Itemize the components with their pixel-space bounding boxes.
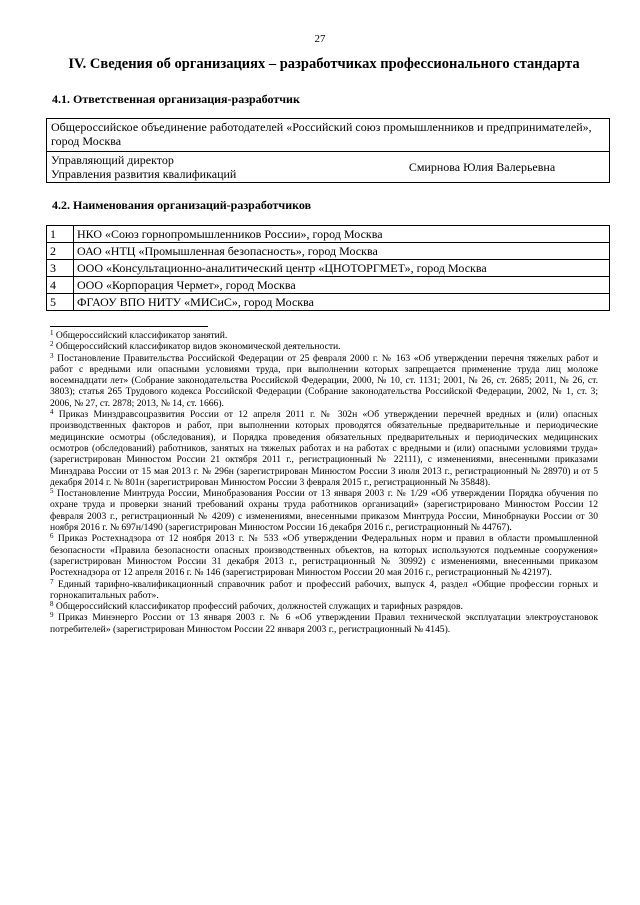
footnote-marker: 8 — [50, 600, 54, 609]
footnote-text: Общероссийский классификатор занятий. — [55, 330, 228, 341]
footnote-text: Постановление Минтруда России, Минобразования России от 13 января 2003 г. № 1/29 «Об утверждении Порядка обучения по охране труда и проверки знаний требований охраны труда работников организаций» (зарегистрировано Минюстом России 12 февраля 2003 г., регистрационный № 4209) с изменениями, внесенными приказом Минтруда России, Минобрнауки России от 30 ноября 2016 г. № 697н/1490 (зарегистрирован Минюстом России 16 декабря 2016 г., регистрационный № 44767). — [50, 488, 599, 534]
footnote-6 — [50, 533, 598, 578]
footnote-text: Общероссийский классификатор видов экономической деятельности. — [55, 341, 341, 353]
developers-table — [46, 225, 610, 311]
developer-name: ООО «Корпорация Чермет», город Москва — [74, 277, 610, 294]
footnote-marker: 5 — [50, 487, 54, 496]
developer-number: 5 — [47, 294, 74, 311]
developer-name: ФГАОУ ВПО НИТУ «МИСиС», город Москва — [74, 294, 610, 311]
footnote-text: Единый тарифно-квалификационный справочник работ и профессий рабочих, выпуск 4, раздел «Общие профессии горных и горнокапитальных работ». — [50, 578, 598, 601]
developer-name: ООО «Консультационно-аналитический центр «ЦНОТОРГМЕТ», город Москва — [74, 260, 610, 277]
footnote-marker: 1 — [50, 329, 54, 337]
footnote-text: Приказ Минэнерго России от 13 января 2003 г. № 6 «Об утверждении Правил технической эксплуатации электроустановок потребителей» (зарегистрирован Минюстом России 22 января 2003 г., регистрационный № 4145). — [50, 612, 599, 635]
footnote-2 — [50, 341, 598, 352]
table-row — [47, 260, 610, 277]
footnote-marker: 9 — [50, 611, 54, 620]
footnote-7 — [50, 579, 598, 602]
footnotes — [50, 330, 598, 635]
footnote-text: Общероссийский классификатор профессий рабочих, должностей служащих и тарифных разрядов. — [55, 601, 463, 613]
footnote-5 — [50, 488, 598, 533]
responsible-org-table — [46, 118, 610, 183]
responsible-person-name: Смирнова Юлия Валерьевна — [355, 152, 610, 183]
footnote-marker: 4 — [50, 408, 54, 417]
footnote-text: Постановление Правительства Российской Федерации от 25 февраля 2000 г. № 163 «Об утверждении перечня тяжелых работ и работ с вредными или опасными условиями труда, при выполнении которых запрещается применение труда лиц моложе восемнадцати лет» (Собрание законодательства Российской Федерации, 2000, № 10, ст. 1131; 2001, № 26, ст. 2685; 2011, № 26, ст. 3803); статья 265 Трудового кодекса Российской Федерации (Собрание законодательства Российской Федерации, 2002, № 1, ст. 3; 2006, № 27, ст. 2878; 2013, № 14, ст. 1666). — [50, 352, 598, 409]
table-row — [47, 277, 610, 294]
table-row — [47, 152, 610, 183]
developer-number: 4 — [47, 277, 74, 294]
position-line-1: Управляющий директор — [51, 153, 174, 167]
footnote-9 — [50, 612, 598, 635]
table-row — [47, 243, 610, 260]
footnote-1 — [50, 330, 598, 341]
subsection-title-developers: 4.2. Наименования организаций-разработчиков — [52, 198, 312, 212]
footnote-3 — [50, 353, 598, 409]
footnote-text: Приказ Минздравсоцразвития России от 12 апреля 2011 г. № 302н «Об утверждении перечней вредных и (или) опасных производственных факторов и работ, при выполнении которых проводятся обязательные предварительные и периодические медицинские осмотры (обследования), и Порядка проведения обязательных предварительных и периодических медицинских осмотров (обследований) работников, занятых на тяжелых работах и на работах с вредными и (или) опасными условиями труда» (зарегистрирован Минюстом России 21 октября 2011 г., регистрационный № 22111), с изменениями, внесенными приказами Минздрава России от 15 мая 2013 г. № 296н (зарегистрирован Минюстом России 3 июля 2013 г., регистрационный № 28970) и от 5 декабря 2014 г. № 801н (зарегистрирован Минюстом России 3 февраля 2015 г., регистрационный № 35848). — [50, 409, 598, 488]
developer-number: 3 — [47, 260, 74, 277]
position-line-2: Управления развития квалификаций — [51, 167, 237, 181]
developer-number: 2 — [47, 243, 74, 260]
footnote-marker: 6 — [50, 532, 54, 541]
footnote-text: Приказ Ростехнадзора от 12 ноября 2013 г. № 533 «Об утверждении Федеральных норм и правил в области промышленной безопасности «Правила безопасности опасных производственных объектов, на которых используются подъемные сооружения» (зарегистрирован Минюстом России 31 декабря 2013 г., регистрационный № 30992) с изменениями, внесенными приказом Ростехнадзора от 12 апреля 2016 г. № 146 (зарегистрирован Минюстом России 20 мая 2016 г., регистрационный № 42197). — [50, 533, 598, 579]
footnote-marker: 3 — [50, 351, 54, 360]
developer-name: ОАО «НТЦ «Промышленная безопасность», город Москва — [74, 243, 610, 260]
footnote-divider — [50, 326, 208, 327]
responsible-position-cell — [47, 152, 356, 183]
footnote-4 — [50, 409, 598, 488]
table-row — [47, 226, 610, 243]
footnote-8 — [50, 601, 598, 612]
developer-name: НКО «Союз горнопромышленников России», город Москва — [74, 226, 610, 243]
table-row — [47, 119, 610, 152]
table-row — [47, 294, 610, 311]
footnote-marker: 2 — [50, 340, 54, 349]
section-title: IV. Сведения об организациях – разработчиках профессионального стандарта — [68, 56, 580, 72]
subsection-title-responsible: 4.1. Ответственная организация-разработчик — [52, 92, 300, 106]
page-number: 27 — [314, 33, 326, 45]
footnote-marker: 7 — [50, 577, 54, 586]
developer-number: 1 — [47, 226, 74, 243]
responsible-org-name: Общероссийское объединение работодателей «Российский союз промышленников и предпринимателей», город Москва — [47, 119, 610, 152]
